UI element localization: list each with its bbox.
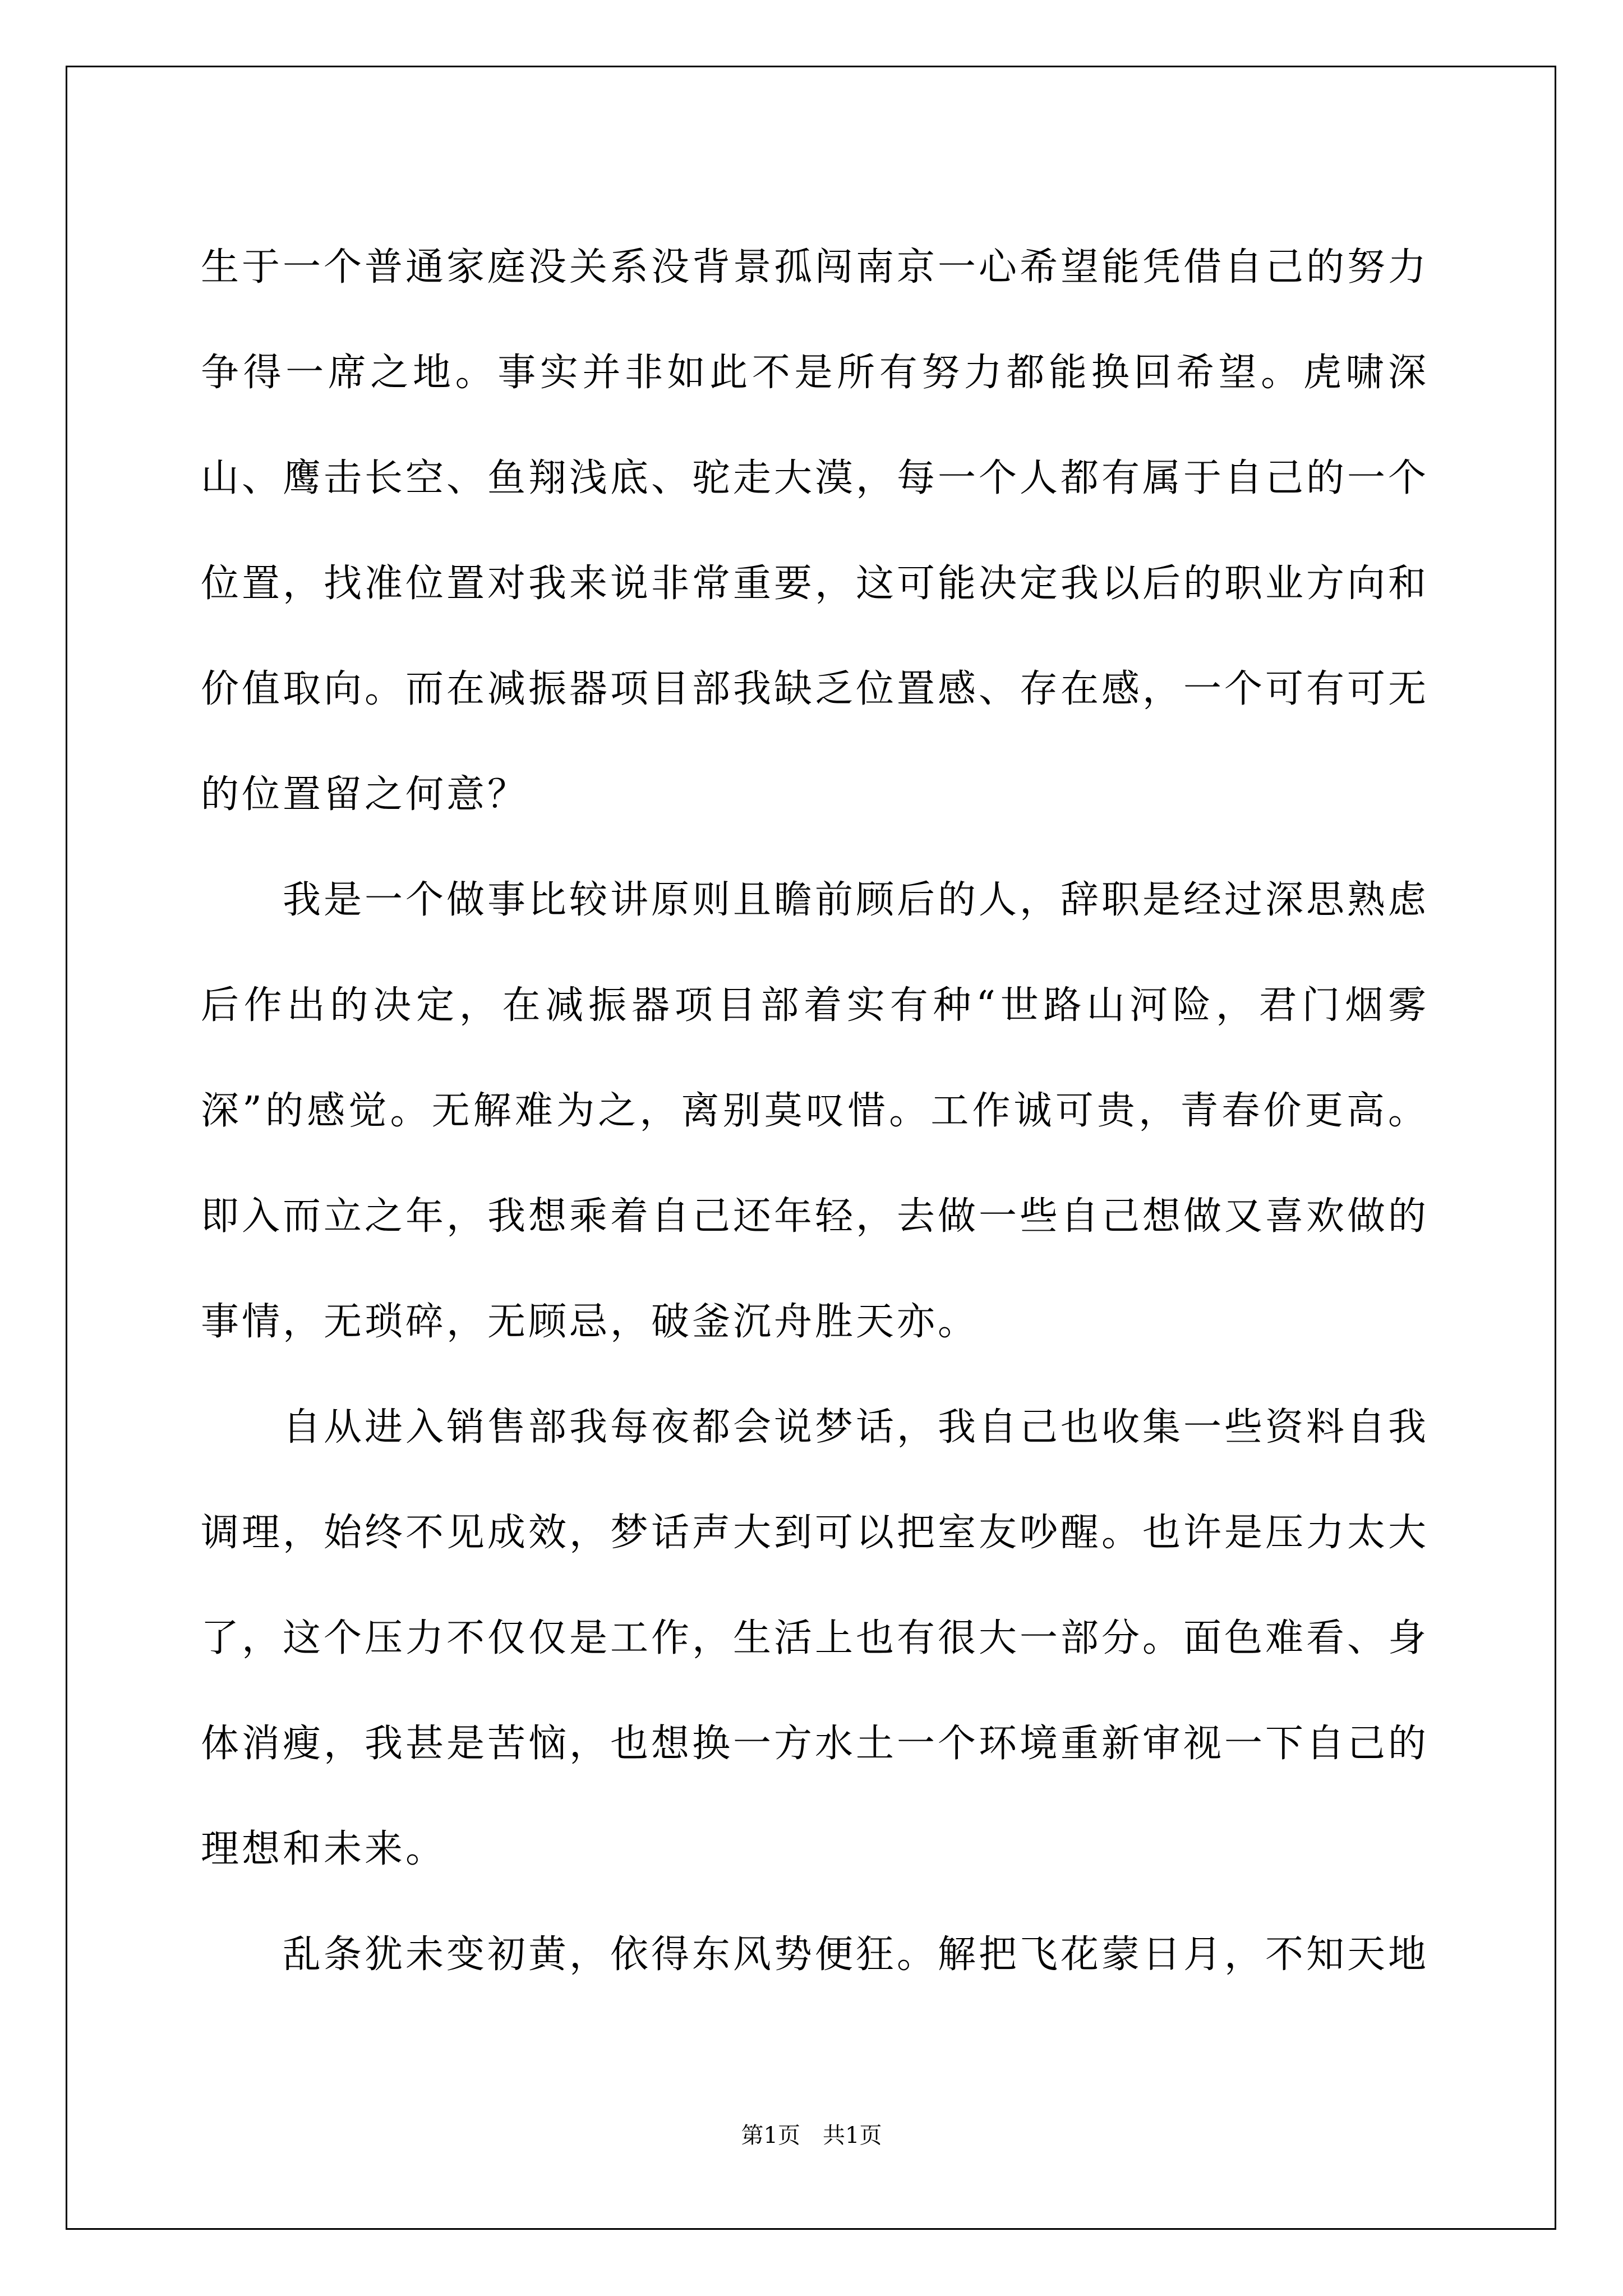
paragraph-4: 乱条犹未变初黄，依得东风势便狂。解把飞花蒙日月，不知天地 xyxy=(283,1932,1430,1977)
page-number-label: 第1页 共1页 xyxy=(741,2123,882,2148)
page-footer xyxy=(0,2118,1623,2150)
paragraph-2: 我是一个做事比较讲原则且瞻前顾后的人，辞职是经过深思熟虑后作出的决定，在减振器项目部着实有种“世路山河险，君门烟雾深”的感觉。无解难为之，离别莫叹惜。工作诚可贵，青春价更高。即入而立之年，我想乘着自己还年轻，去做一些自己想做又喜欢做的事情，无琐碎，无顾忌，破釜沉舟胜天亦。 xyxy=(201,878,1430,1344)
paragraph-3: 自从进入销售部我每夜都会说梦话，我自己也收集一些资料自我调理，始终不见成效，梦话声大到可以把室友吵醒。也许是压力太大了，这个压力不仅仅是工作，生活上也有很大一部分。面色难看、身体消瘦，我甚是苦恼，也想换一方水土一个环境重新审视一下自己的理想和未来。 xyxy=(201,1405,1430,1871)
document-body xyxy=(201,215,1429,2008)
paragraph-1: 生于一个普通家庭没关系没背景孤闯南京一心希望能凭借自己的努力争得一席之地。事实并非如此不是所有努力都能换回希望。虎啸深山、鹰击长空、鱼翔浅底、驼走大漠，每一个人都有属于自己的一个位置，找准位置对我来说非常重要，这可能决定我以后的职业方向和价值取向。而在减振器项目部我缺乏位置感、存在感，一个可有可无的位置留之何意？ xyxy=(201,245,1430,817)
